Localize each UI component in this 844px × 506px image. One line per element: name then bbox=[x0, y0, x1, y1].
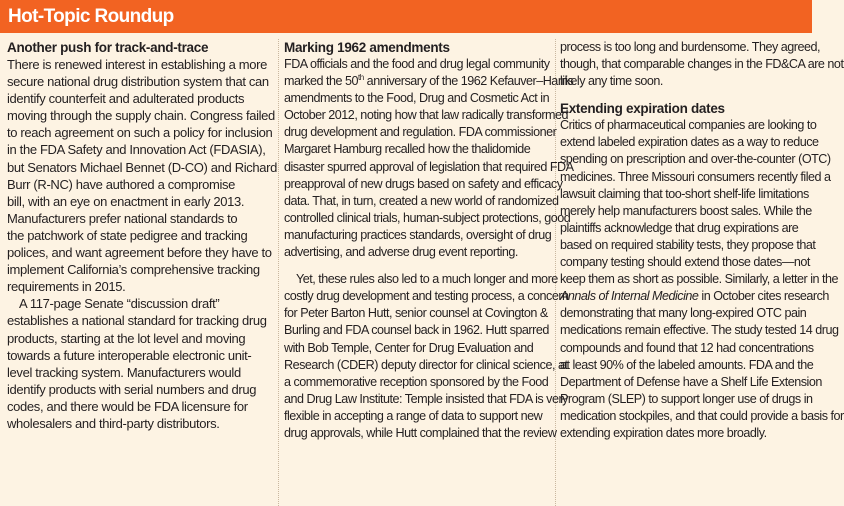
text-line: wholesalers and third-party distributors. bbox=[7, 415, 220, 431]
text-line: October 2012, noting how that law radically transformed bbox=[284, 108, 569, 123]
text-run: marked the 50 bbox=[284, 74, 359, 89]
text-line: bill, with an eye on enactment in early 2013. bbox=[7, 193, 245, 209]
journal-title: Annals of Internal Medicine bbox=[560, 289, 699, 304]
text-line bbox=[560, 288, 829, 305]
text-line: medicines. Three Missouri consumers recently filed a bbox=[560, 169, 831, 184]
text-line: requirements in 2015. bbox=[7, 279, 126, 295]
text-line: spending on prescription and over-the-counter (OTC) bbox=[560, 152, 831, 167]
section-heading: Another push for track-and-trace bbox=[7, 40, 209, 55]
text-line bbox=[284, 72, 574, 90]
column-2 bbox=[284, 39, 574, 442]
text-line: based on required stability tests, they propose that bbox=[560, 237, 816, 252]
banner-title: Hot-Topic Roundup bbox=[8, 6, 174, 27]
text-line: products, starting at the lot level and moving bbox=[7, 330, 246, 346]
text-line: likely any time soon. bbox=[560, 74, 663, 89]
text-line: extend labeled expiration dates as a way to reduce bbox=[560, 135, 819, 150]
text-line: but Senators Michael Bennet (D-CO) and Richard bbox=[7, 159, 278, 175]
text-line: flexible in accepting a range of data to support new bbox=[284, 408, 543, 423]
text-line: Department of Defense have a Shelf Life Extension bbox=[560, 374, 822, 389]
text-line: disaster spurred approval of legislation that required FDA bbox=[284, 159, 574, 174]
text-line: advertising, and adverse drug event reporting. bbox=[284, 245, 518, 260]
text-line: though, that comparable changes in the FD&CA are not bbox=[560, 57, 844, 72]
text-line: A 117-page Senate “discussion draft” bbox=[19, 296, 220, 312]
column-3 bbox=[560, 39, 844, 442]
text-line: keep them as short as possible. Similarly, a letter in the bbox=[560, 272, 839, 287]
text-line: Burling and FDA counsel back in 1962. Hutt sparred bbox=[284, 323, 549, 338]
paragraph-gap bbox=[560, 90, 806, 100]
text-line: Yet, these rules also led to a much longer and more bbox=[296, 272, 558, 287]
text-line: with Bob Temple, Center for Drug Evaluation and bbox=[284, 340, 534, 355]
text-line: drug approvals, while Hutt complained that the review bbox=[284, 425, 557, 440]
text-line: moving through the supply chain. Congress failed bbox=[7, 108, 275, 124]
text-line: lawsuit claiming that too-short shelf-life limitations bbox=[560, 186, 809, 201]
text-line: merely help manufacturers boost sales. While the bbox=[560, 203, 812, 218]
text-line: Burr (R-NC) have authored a compromise bbox=[7, 176, 236, 192]
paragraph-gap bbox=[284, 261, 550, 271]
superscript: th bbox=[358, 72, 364, 82]
text-line: demonstrating that many long-expired OTC pain bbox=[560, 306, 807, 321]
text-line: to reach agreement on such a policy for inclusion bbox=[7, 125, 273, 141]
column-1 bbox=[7, 39, 278, 432]
text-line: a commemorative reception sponsored by the Food bbox=[284, 374, 549, 389]
text-line: identify products with serial numbers and drug bbox=[7, 381, 257, 397]
text-line: medications remain effective. The study tested 14 drug bbox=[560, 323, 839, 338]
text-line: company testing should extend those dates—not bbox=[560, 255, 810, 270]
text-line: at least 90% of the labeled amounts. FDA and the bbox=[560, 357, 814, 372]
text-line: Program (SLEP) to support longer use of drugs in bbox=[560, 391, 813, 406]
text-line: extending expiration dates more broadly. bbox=[560, 425, 767, 440]
text-line: Critics of pharmaceutical companies are looking to bbox=[560, 118, 817, 133]
text-line: and Drug Law Institute: Temple insisted that FDA is very bbox=[284, 391, 568, 406]
text-line: for Peter Barton Hutt, senior counsel at Covington & bbox=[284, 306, 548, 321]
text-line: process is too long and burdensome. They agreed, bbox=[560, 40, 821, 54]
text-line: identify counterfeit and adulterated products bbox=[7, 91, 245, 107]
header-banner bbox=[0, 0, 812, 33]
text-line: towards a future interoperable electronic unit- bbox=[7, 347, 252, 363]
text-line: manufacturing practices standards, oversight of drug bbox=[284, 227, 552, 242]
text-line: implement California’s comprehensive tracking bbox=[7, 262, 260, 278]
text-line: FDA officials and the food and drug legal community bbox=[284, 57, 550, 71]
text-line: data. That, in turn, created a new world of randomized bbox=[284, 193, 559, 208]
text-line: codes, and there would be FDA licensure for bbox=[7, 398, 248, 414]
section-heading: Extending expiration dates bbox=[560, 101, 725, 117]
text-run: anniversary of the 1962 Kefauver–Harris bbox=[363, 74, 574, 89]
text-run: in October cites research bbox=[698, 289, 829, 304]
text-line: compounds and found that 12 had concentrations bbox=[560, 340, 814, 355]
text-line: There is renewed interest in establishing a more bbox=[7, 57, 267, 72]
text-line: Margaret Hamburg recalled how the thalidomide bbox=[284, 142, 531, 157]
text-line: preapproval of new drugs based on safety and efficacy bbox=[284, 176, 563, 191]
text-line: secure national drug distribution system that can bbox=[7, 74, 269, 90]
text-line: polices, and want agreement before they have to bbox=[7, 245, 272, 261]
column-divider bbox=[278, 39, 280, 506]
section-heading: Marking 1962 amendments bbox=[284, 40, 450, 55]
text-line: Research (CDER) deputy director for clinical science, at bbox=[284, 357, 568, 372]
text-line: drug development and regulation. FDA commissioner bbox=[284, 125, 557, 140]
text-line: plaintiffs acknowledge that drug expirations are bbox=[560, 220, 799, 235]
text-line: controlled clinical trials, human-subject protections, good bbox=[284, 210, 571, 225]
text-line: level tracking system. Manufacturers would bbox=[7, 364, 241, 380]
text-line: costly drug development and testing process, a concern bbox=[284, 289, 569, 304]
text-line: Manufacturers prefer national standards to bbox=[7, 210, 238, 226]
text-line: amendments to the Food, Drug and Cosmetic Act in bbox=[284, 91, 550, 106]
text-line: medication stockpiles, and that could provide a basis for bbox=[560, 408, 844, 423]
text-line: establishes a national standard for tracking drug bbox=[7, 313, 267, 329]
text-line: in the FDA Safety and Innovation Act (FDASIA), bbox=[7, 142, 266, 158]
text-line: the patchwork of state pedigree and tracking bbox=[7, 227, 248, 243]
